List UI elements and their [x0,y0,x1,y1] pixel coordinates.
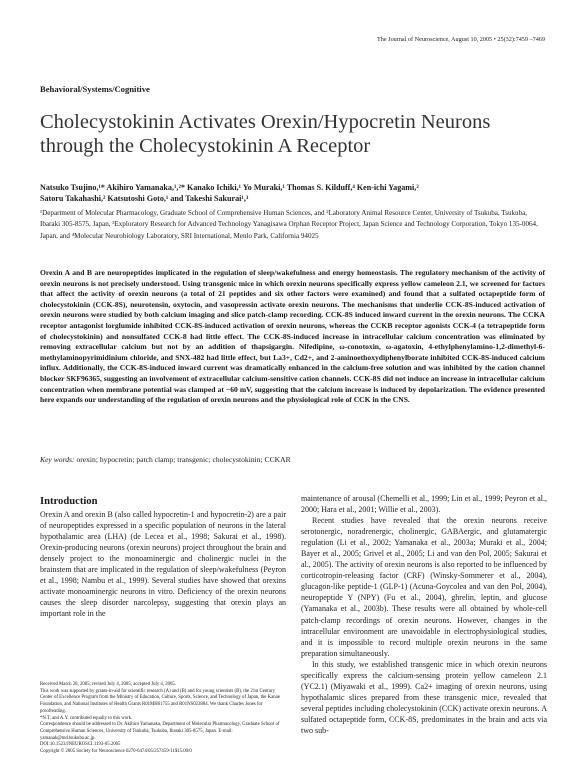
article-title [40,110,545,158]
footnote-copyright: Copyright © 2005 Society for Neuroscience 0270-6474/05/257459-11$15.00/0 [40,749,192,755]
intro-paragraph-3: In this study, we established transgenic mice in which orexin neurons specifically express the calcium-sensing protein yellow cameleon 2.1 (YC2.1) (Miyawaki et al., 1999). Ca2+ imaging of orexin neurons, using hypothalamic slices prepared from these transgenic mice, revealed that several peptides including cholecystokinin (CCK) activate orexin neurons. A sulfated octapeptide form, CCK-8S, predominates in the brain and acts via two sub- [301,659,547,735]
footnote-equal: *N.T. and A.Y. contributed equally to this work. [40,715,133,721]
abstract: Orexin A and B are neuropeptides implicated in the regulation of sleep/wakefulness and energy homeostasis. The regulatory mechanism of the activity of orexin neurons is not precisely understood. Using transgenic mice in which orexin neurons specifically express yellow cameleon 2.1, we screened for factors that affect the activity of orexin neurons (a total of 21 peptides and six other factors were examined) and found that a sulfated octapeptide form of cholecystokinin (CCK-8S), neurotensin, oxytocin, and vasopressin activate orexin neurons. The mechanisms that underlie CCK-8S-induced activation of orexin neurons were studied by both calcium imaging and slice patch-clamp recording. CCK-8S induced inward current in the orexin neurons. The CCKA receptor antagonist lorglumide inhibited CCK-8S-induced activation of orexin neurons, whereas the CCKB receptor agonists CCK-4 (a tetrapeptide form of cholecystokinin) and nonsulfated CCK-8 had little effect. The CCK-8S-induced increase in intracellular calcium concentration was eliminated by removing extracellular calcium but not by an addition of thapsigargin. Nifedipine, ω-conotoxin, ω-agatoxin, 4-ethylphenylamino-1,2-dimethyl-6-methylaminopyrimidinium chloride, and SNX-482 had little effect, but La3+, Cd2+, and 2-aminoethoxydiphenylborate inhibited CCK-8S-induced calcium influx. Additionally, the CCK-8S-induced inward current was dramatically enhanced in the calcium-free solution and was inhibited by the cation channel blocker SKF96365, suggesting an involvement of extracellular calcium-sensitive cation channels. CCK-8S did not induce an increase in intracellular calcium concentration when membrane potential was clamped at −60 mV, suggesting that the calcium increase is induced by depolarization. The evidence presented here expands our understanding of the regulation of orexin neurons and the physiological role of CCK in the CNS. [40,268,545,405]
keywords [40,455,545,464]
intro-paragraph-2: Recent studies have revealed that the orexin neurons receive serotonergic, noradrenergic, cholinergic, GABAergic, and glutamatergic regulation (Li et al., 2002; Yamanaka et al., 2003a; Muraki et al., 2004; Bayer et al., 2005; Grivel et al., 2005; Li and van den Pol, 2005; Sakurai et al., 2005). The activity of orexin neurons is also reported to be influenced by corticotropin-releasing factor (CRF) (Winsky-Sommerer et al., 2004), glucagon-like peptide-1 (GLP-1) (Acuna-Goycolea and van den Pol, 2004), neuropeptide Y (NPY) (Fu et al., 2004), ghrelin, leptin, and glucose (Yamanaka et al., 2003b). These results were all obtained by whole-cell patch-clamp recordings of orexin neurons. However, changes in the intracellular environment are unavoidable in electrophysiological studies, and it is impossible to record multiple orexin neurons in the same preparation simultaneously. [301,516,547,658]
keywords-text: orexin; hypocretin; patch clamp; transgenic; cholecystokinin; CCKAR [76,455,291,464]
intro-left-column: Orexin A and orexin B (also called hypocretin-1 and hypocretin-2) are a pair of neuropeptides expressed in a specific population of neurons in the lateral hypothalamic area (LHA) (de Lecea et al., 1998; Sakurai et al., 1998). Orexin-producing neurons (orexin neurons) project throughout the brain and densely project to the monoaminergic and cholinergic nuclei in the brainstem that are implicated in the regulation of sleep/wakefulness (Peyron et al., 1998; Nambu et al., 1999). Several studies have showed that orexins activate monoaminergic neurons in vitro. Deficiency of the orexin neurons causes the sleep disorder narcolepsy, suggesting that orexin plays an important role in the [40,510,286,619]
intro-paragraph-1-cont: maintenance of arousal (Chemelli et al., 1999; Lin et al., 1999; Peyron et al., 2000; Hara et al., 2001; Willie et al., 2003). [301,494,547,515]
intro-right-column [301,493,547,736]
title-line-1: Cholecystokinin Activates Orexin/Hypocretin Neurons [40,111,491,133]
running-header [377,36,545,43]
footnotes [40,682,286,756]
keywords-label: Key words: [40,455,75,464]
section-label: Behavioral/Systems/Cognitive [40,84,150,94]
introduction-heading: Introduction [40,496,98,507]
author-list [40,182,545,204]
footnote-correspondence: Correspondence should be addressed to Dr. Akihiro Yamanaka, Department of Molecular Pharmacology, Graduate School of Comprehensive Human Sciences, University of Tsukuba, Tsukuba, Ibaraki 305-8575, Japan. E-mail: yamanak@md.tsukuba.ac.jp. [40,722,280,741]
journal-citation: The Journal of Neuroscience, August 10, 2005 • 25(32):7459 –7469 [377,36,545,43]
affiliations: ¹Department of Molecular Pharmacology, Graduate School of Comprehensive Human Sciences, and ²Laboratory Animal Resource Center, University of Tsukuba, Tsukuba, Ibaraki 305-8575, Japan, ³Exploratory Research for Advanced Technology Yanagisawa Orphan Receptor Project, Japan Science and Technology Corporation, Tokyo 135-0064, Japan, and ⁴Molecular Neurobiology Laboratory, SRI International, Menlo Park, California 94025 [40,209,538,240]
footnote-received: Received March 28, 2005; revised July 4, 2005; accepted July 4, 2005. [40,682,177,687]
footnote-funding: This work was supported by grants-in-aid for scientific research (A) and (B) and for young scientists (B), the 21st Century Center of Excellence Program from the Ministry of Education, Culture, Sports, Science, and Technology of Japan, the Kanae Foundation, and National Institutes of Health Grants R01MH61755 and R01NS023884. We thank Charles Jones for proofreading. [40,688,280,714]
authors-line-2: Satoru Takahashi,² Katsutoshi Goto,¹ and Takeshi Sakurai¹,³ [40,194,249,203]
title-line-2: through the Cholecystokinin A Receptor [40,135,371,157]
footnote-doi: DOI:10.1523/JNEUROSCI.1193-05.2005 [40,742,121,748]
authors-line-1: Natsuko Tsujino,¹* Akihiro Yamanaka,¹,²* Kanako Ichiki,¹ Yo Muraki,¹ Thomas S. Kilduff,⁴ Ken-ichi Yagami,² [40,183,419,192]
